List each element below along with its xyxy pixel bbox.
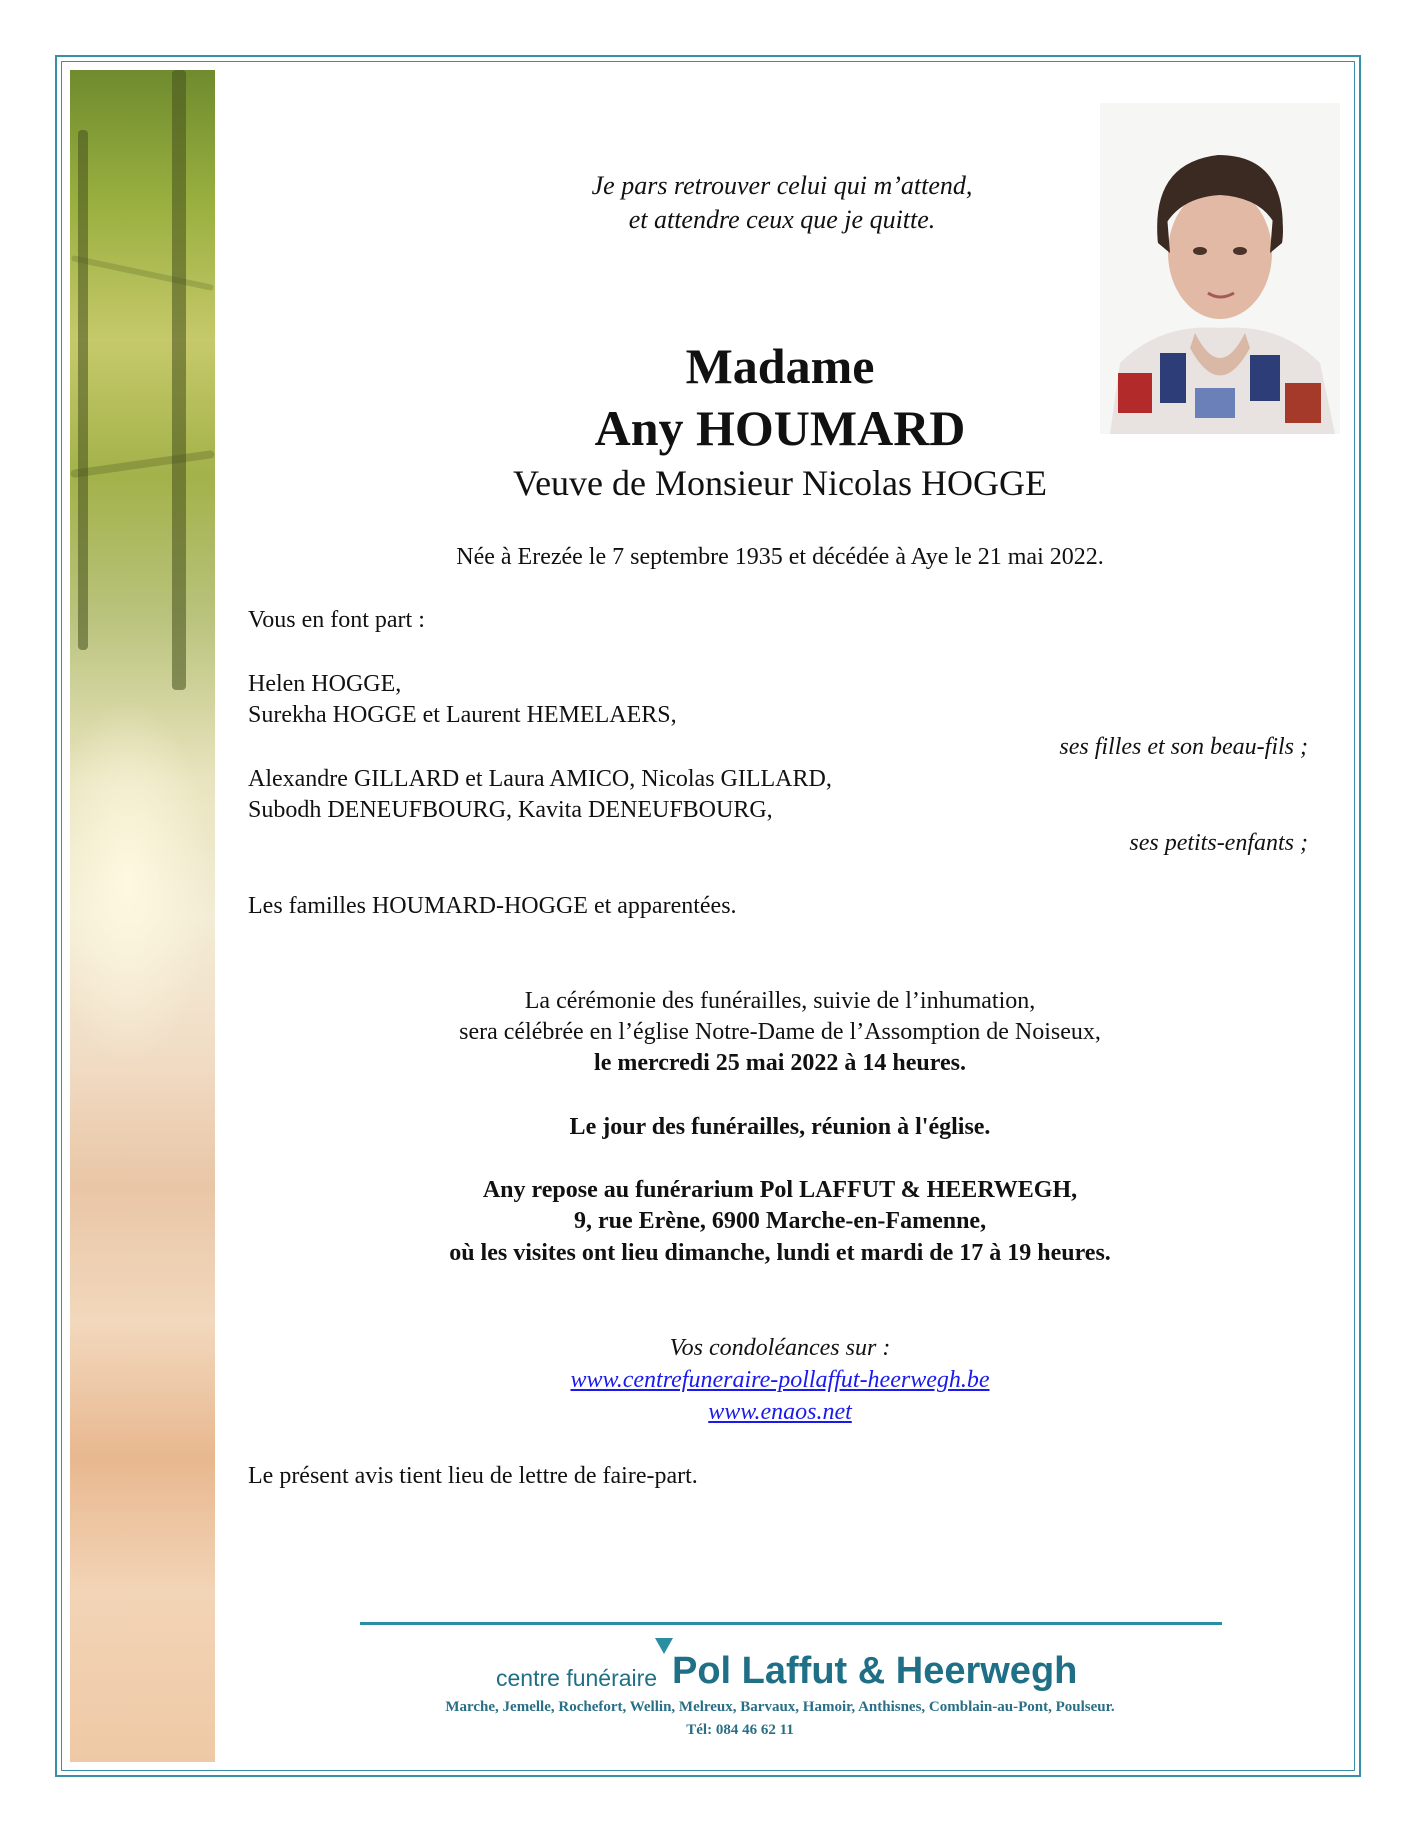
closing-note: Le présent avis tient lieu de lettre de faire-part. [248, 1463, 698, 1489]
children-line-2: Surekha HOGGE et Laurent HEMELAERS, [248, 702, 677, 728]
grandchildren-role: ses petits-enfants ; [1129, 830, 1308, 856]
birth-death: Née à Erezée le 7 septembre 1935 et décédée à Aye le 21 mai 2022. [456, 544, 1104, 570]
deceased-name: Any HOUMARD [594, 400, 966, 456]
logo-brand-name: Pol Laffut & Heerwegh [672, 1650, 1078, 1692]
rest-line-1: Any repose au funérarium Pol LAFFUT & HEERWEGH, [482, 1177, 1078, 1203]
grandchildren-line-2: Subodh DENEUFBOURG, Kavita DENEUFBOURG, [248, 797, 773, 823]
logo-triangle-icon [655, 1638, 673, 1654]
deceased-title: Madame [685, 338, 875, 394]
logo-towns: Marche, Jemelle, Rochefort, Wellin, Melreux, Barvaux, Hamoir, Anthisnes, Comblain-au-Pont, Poulseur. [445, 1699, 1115, 1715]
condolences-intro: Vos condoléances sur : [669, 1335, 891, 1361]
announcers-intro: Vous en font part : [248, 607, 425, 633]
condolences-link-funeral-center[interactable]: www.centrefuneraire-pollaffut-heerwegh.be [570, 1367, 990, 1393]
logo-phone: Tél: 084 46 62 11 [686, 1722, 794, 1738]
ceremony-line-1: La cérémonie des funérailles, suivie de l’inhumation, [524, 988, 1036, 1014]
widow-of: Veuve de Monsieur Nicolas HOGGE [513, 463, 1047, 503]
quote-line-1: Je pars retrouver celui qui m’attend, [591, 171, 973, 200]
ceremony-line-2: sera célébrée en l’église Notre-Dame de l’Assomption de Noiseux, [459, 1019, 1101, 1045]
rest-line-3: où les visites ont lieu dimanche, lundi et mardi de 17 à 19 heures. [449, 1240, 1111, 1266]
logo-rule [360, 1622, 1222, 1625]
children-line-1: Helen HOGGE, [248, 671, 402, 697]
quote-line-2: et attendre ceux que je quitte. [628, 205, 936, 234]
ceremony-meeting: Le jour des funérailles, réunion à l'église. [569, 1114, 991, 1140]
families: Les familles HOUMARD-HOGGE et apparentées. [248, 893, 737, 919]
rest-line-2: 9, rue Erène, 6900 Marche-en-Famenne, [573, 1208, 987, 1234]
logo-small-text: centre funéraire [496, 1665, 658, 1691]
children-role: ses filles et son beau-fils ; [1059, 734, 1308, 760]
condolences-link-enaos[interactable]: www.enaos.net [708, 1399, 852, 1425]
ceremony-date: le mercredi 25 mai 2022 à 14 heures. [594, 1050, 966, 1076]
grandchildren-line-1: Alexandre GILLARD et Laura AMICO, Nicolas GILLARD, [248, 766, 832, 792]
